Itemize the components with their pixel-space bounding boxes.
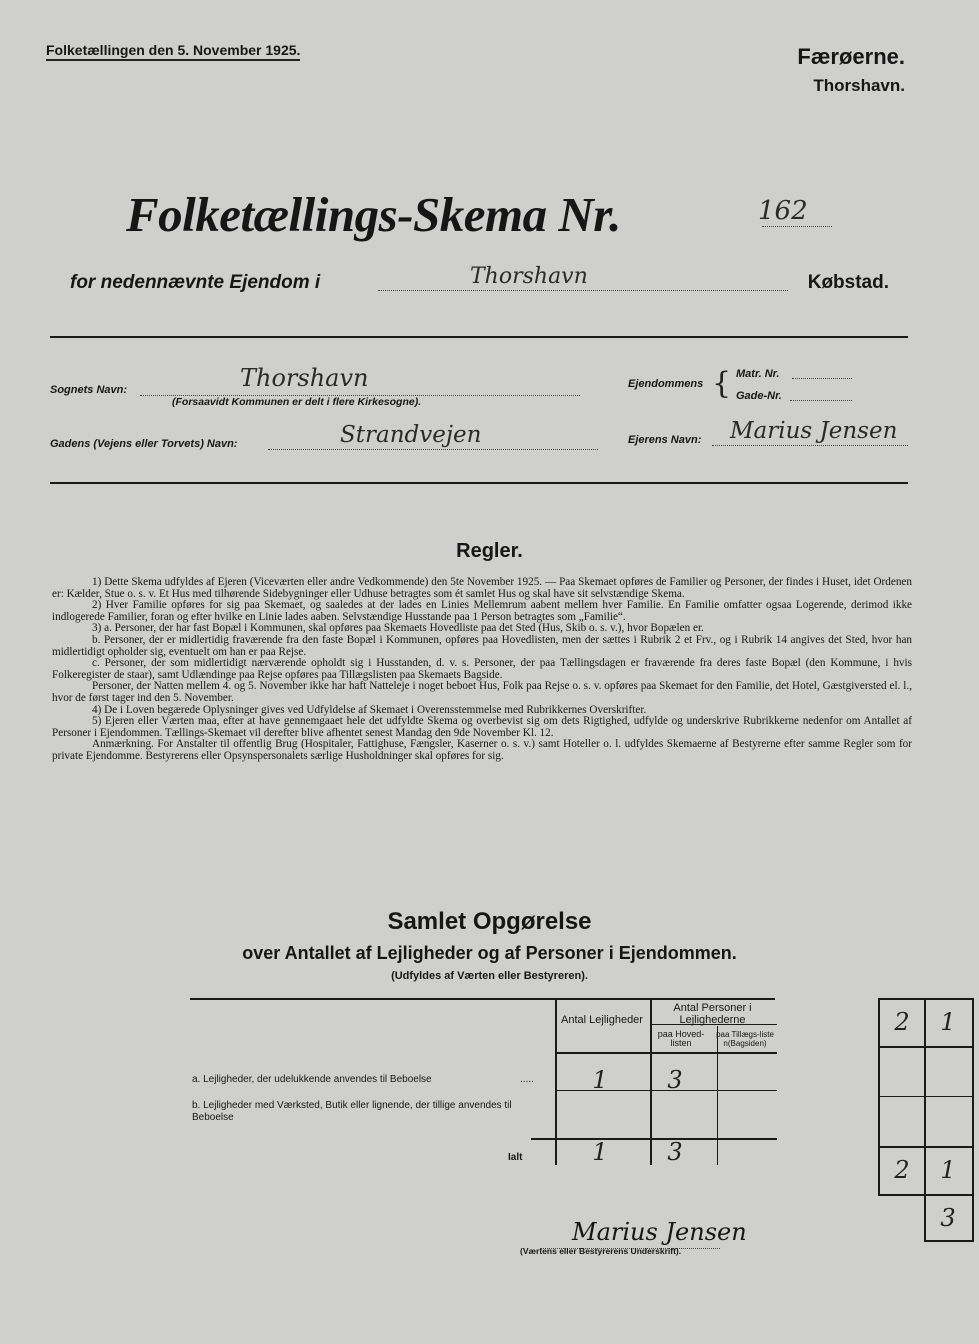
street-line bbox=[268, 449, 598, 450]
street-value: Strandvejen bbox=[340, 422, 482, 448]
row-a-hoved: 3 bbox=[667, 1066, 683, 1094]
total-label: Ialt bbox=[508, 1152, 523, 1163]
rule-paragraph: 2) Hver Familie opføres for sig paa Skemaet, og saaledes at der lades en Linies Mellemrum aabent mellem hver Familie. En Familie omfatter ogsaa Logerende, derimod ikke indlogerede Familier, foran og efter hvilke en Linie lades aaben. Selvstændige Husstande paa 1 Person betragtes som „Familie“. bbox=[52, 599, 912, 623]
summary-title: Samlet Opgørelse bbox=[387, 908, 592, 935]
rule-paragraph: Anmærkning. For Anstalter til offentlig Brug (Hospitaler, Fattighuse, Fængsler, Kaserner o. s. v.) samt Hoteller o. l. udfyldes Skemaerne af Bestyrerne efter samme Regler som for private Ejendomme. Bestyrerens eller Opsynspersonalets særlige Husholdninger skal opføres for sig. bbox=[52, 738, 912, 762]
property-town-value: Thorshavn bbox=[470, 264, 588, 289]
col-tillaeg-header: paa Tillægs-listen(Bagsiden) bbox=[716, 1030, 774, 1048]
property-line bbox=[378, 290, 788, 291]
rule-paragraph: 5) Ejeren eller Værten maa, efter at have gennemgaaet hele det udfyldte Skema og overbevist sig om dets Rigtighed, udfylde og underskrive Rubrikkerne nedenfor om Antallet af Personer i Ejendommen. Tællings-Skemaet vil derefter blive afhentet senest Mandag den 9de November Kl. 12. bbox=[52, 715, 912, 739]
property-type-label: Købstad. bbox=[807, 272, 889, 293]
rules-text bbox=[52, 577, 912, 763]
form-number-line bbox=[762, 226, 832, 227]
total-hoved: 3 bbox=[667, 1138, 683, 1166]
parish-value: Thorshavn bbox=[240, 364, 369, 392]
rule-paragraph: c. Personer, der som midlertidigt nærværende opholdt sig i Husstanden, d. v. s. Personer, der paa Tællingsdagen er fraværende fra deres faste Bopæl (den Kommune, i hvis Folkeregister de staar), samt Udlændinge paa Rejse opføres paa Tillægslisten paa Skemaets Bagside. bbox=[52, 657, 912, 681]
form-title: Folketællings-Skema Nr. bbox=[126, 187, 621, 242]
parish-label: Sognets Navn: bbox=[50, 384, 128, 396]
signature-caption: (Værtens eller Bestyrerens Underskrift). bbox=[520, 1246, 682, 1256]
summary-subtitle: over Antallet af Lejligheder og af Personer i Ejendommen. bbox=[242, 943, 737, 963]
signature: Marius Jensen bbox=[572, 1218, 747, 1246]
owner-label: Ejerens Navn: bbox=[628, 434, 702, 446]
margin-mark: 1 bbox=[940, 1008, 956, 1036]
row-a-antal: 1 bbox=[592, 1066, 608, 1094]
form-number: 162 bbox=[758, 196, 808, 226]
col-hoved-header: paa Hoved-listen bbox=[657, 1029, 705, 1048]
property-fields-label: Ejendommens bbox=[628, 378, 704, 390]
margin-tally-grid bbox=[878, 998, 972, 1242]
brace-icon: { bbox=[712, 366, 732, 401]
matr-line bbox=[792, 378, 852, 379]
margin-mark: 2 bbox=[894, 1008, 910, 1036]
row-b-label: b. Lejligheder med Værksted, Butik eller lignende, der tillige anvendes til Beboelse bbox=[192, 1100, 512, 1123]
margin-mark: 1 bbox=[940, 1156, 956, 1184]
owner-value: Marius Jensen bbox=[730, 418, 898, 444]
property-label: for nedennævnte Ejendom i bbox=[70, 272, 321, 293]
region-label: Færøerne. bbox=[797, 44, 905, 69]
total-antal: 1 bbox=[592, 1138, 608, 1166]
street-label: Gadens (Vejens eller Torvets) Navn: bbox=[50, 438, 238, 450]
col-antal-header: Antal Lejligheder bbox=[561, 1014, 643, 1026]
col-personer-header: Antal Personer i Lejlighederne bbox=[673, 1002, 752, 1026]
rule-paragraph: 1) Dette Skema udfyldes af Ejeren (Viceværten eller andre Vedkommende) den 5te November 1925. — Paa Skemaet opføres de Familier og Personer, der findes i Huset, idet Ordenen er: Kælder, Stue o. s. v. Et Hus med tilhørende Sidebygninger eller Udhuse betragtes som ét samlet Hus og skal have sit selvstændige Skema. bbox=[52, 576, 912, 600]
rule-paragraph: 4) De i Loven begærede Oplysninger gives ved Udfyldelse af Skemaet i Overensstemmelse med Rubrikkernes Overskrifter. bbox=[92, 703, 647, 716]
summary-note: (Udfyldes af Værten eller Bestyreren). bbox=[391, 970, 588, 982]
rule-paragraph: Personer, der Natten mellem 4. og 5. November ikke har haft Natteleje i noget beboet Hus, Folk paa Rejse o. s. v. opføres paa Skemaet for den Familie, det Hotel, Gæstgiversted el. l., hvor de først tager ind den 5. November. bbox=[52, 680, 912, 704]
row-a-label: a. Lejligheder, der udelukkende anvendes til Beboelse bbox=[192, 1074, 432, 1085]
rules-heading: Regler. bbox=[456, 540, 523, 562]
rule-paragraph: b. Personer, der er midlertidig fraværende fra den faste Bopæl i Kommunen, opføres paa Hovedlisten, men der sættes i Rubrik 2 et Frv., og i Rubrik 14 angives det Sted, hvor han midlertidigt opholder sig, eventuelt om han er paa Rejse. bbox=[52, 633, 912, 658]
street-number-label: Gade-Nr. bbox=[736, 390, 782, 402]
town-label: Thorshavn. bbox=[813, 76, 905, 95]
matr-label: Matr. Nr. bbox=[736, 368, 780, 380]
owner-line bbox=[712, 445, 908, 446]
rule-paragraph: 3) a. Personer, der har fast Bopæl i Kommunen, skal opføres paa Skemaets Hovedliste paa det Sted (Hus, Skib o. s. v.), hvor Bopælen er. bbox=[92, 622, 704, 635]
parish-note: (Forsaavidt Kommunen er delt i flere Kirkesogne). bbox=[172, 396, 422, 408]
margin-mark: 3 bbox=[940, 1204, 956, 1232]
divider-bottom bbox=[50, 482, 908, 484]
street-number-line bbox=[790, 400, 852, 401]
divider-top bbox=[50, 336, 908, 338]
census-date-header: Folketællingen den 5. November 1925. bbox=[46, 42, 300, 61]
margin-mark: 2 bbox=[894, 1156, 910, 1184]
